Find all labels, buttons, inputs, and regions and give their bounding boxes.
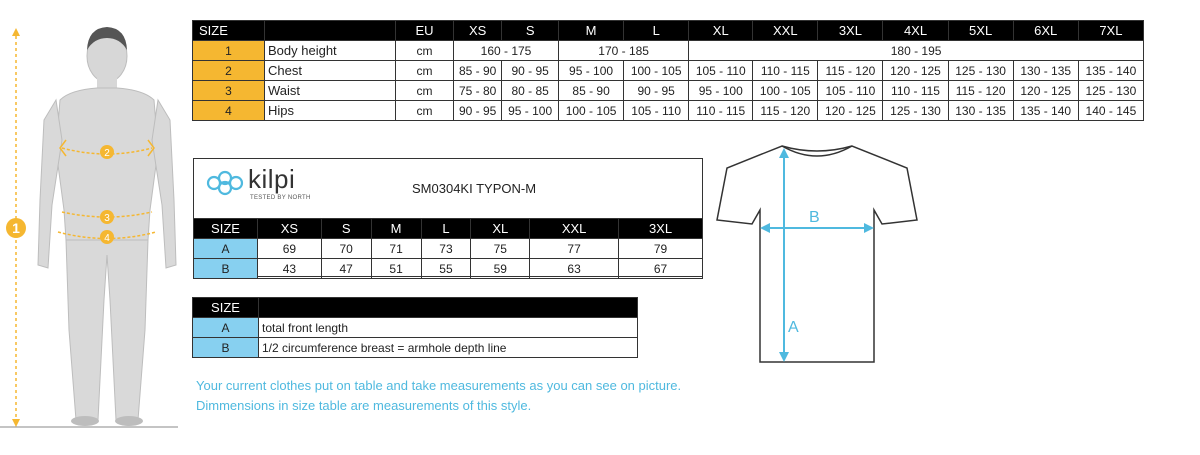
table-cell: 105 - 110 <box>624 101 689 121</box>
row-unit: cm <box>396 101 454 121</box>
product-table-header <box>194 219 703 239</box>
header-size: SIZE <box>193 21 265 41</box>
table-cell: 110 - 115 <box>883 81 948 101</box>
table-cell: 140 - 145 <box>1078 101 1143 121</box>
table-row <box>194 259 703 279</box>
table-cell: 135 - 140 <box>1078 61 1143 81</box>
table-cell: 130 - 135 <box>1013 61 1078 81</box>
header-xs: XS <box>454 21 502 41</box>
table-cell: 125 - 130 <box>948 61 1013 81</box>
tshirt-label-b: B <box>809 209 820 226</box>
header-xxl: XXL <box>530 219 619 239</box>
header-xs: XS <box>258 219 322 239</box>
row-label: Waist <box>265 81 396 101</box>
body-measurement-figure <box>0 18 185 438</box>
header-4xl: 4XL <box>883 21 948 41</box>
header-6xl: 6XL <box>1013 21 1078 41</box>
header-size: SIZE <box>194 219 258 239</box>
brand-name: kilpi <box>248 164 296 194</box>
row-index: 1 <box>193 41 265 61</box>
body-size-table <box>192 20 1144 121</box>
row-unit: cm <box>396 61 454 81</box>
marker-2-label: 2 <box>104 148 110 159</box>
table-cell: 115 - 120 <box>818 61 883 81</box>
table-cell: 115 - 120 <box>948 81 1013 101</box>
table-cell: 59 <box>471 259 530 279</box>
instruction-note: Your current clothes put on table and take measurements as you can see on picture. <box>196 378 682 393</box>
table-cell: 77 <box>530 239 619 259</box>
table-cell: 55 <box>421 259 471 279</box>
table-cell: 75 - 80 <box>454 81 502 101</box>
product-code-title: SM0304KI TYPON-M <box>412 181 537 196</box>
table-cell: 125 - 130 <box>883 101 948 121</box>
table-cell: 105 - 110 <box>818 81 883 101</box>
marker-1 <box>6 218 26 238</box>
header-l: L <box>421 219 471 239</box>
row-label: B <box>194 259 258 279</box>
table-row <box>193 101 1144 121</box>
table-row <box>194 239 703 259</box>
header-l: L <box>624 21 689 41</box>
table-cell: 100 - 105 <box>559 101 624 121</box>
table-row <box>193 61 1144 81</box>
header-blank <box>259 298 638 318</box>
table-cell: 69 <box>258 239 322 259</box>
table-cell: 79 <box>619 239 703 259</box>
header-s: S <box>321 219 371 239</box>
table-cell: 51 <box>371 259 421 279</box>
table-row <box>193 41 1144 61</box>
table-cell: 120 - 125 <box>883 61 948 81</box>
header-xxl: XXL <box>753 21 818 41</box>
row-label: Body height <box>265 41 396 61</box>
table-cell: 95 - 100 <box>502 101 559 121</box>
header-m: M <box>559 21 624 41</box>
row-index: 3 <box>193 81 265 101</box>
size-table-header <box>193 21 1144 41</box>
table-cell: 100 - 105 <box>624 61 689 81</box>
table-cell: 67 <box>619 259 703 279</box>
table-cell: 110 - 115 <box>753 61 818 81</box>
table-row <box>193 81 1144 101</box>
row-index: 4 <box>193 101 265 121</box>
table-cell: 85 - 90 <box>559 81 624 101</box>
header-xl: XL <box>689 21 753 41</box>
header-5xl: 5XL <box>948 21 1013 41</box>
header-3xl: 3XL <box>619 219 703 239</box>
table-cell: 160 - 175 <box>454 41 559 61</box>
dimension-note: Dimmensions in size table are measurements of this style. <box>196 398 532 413</box>
table-cell: 90 - 95 <box>502 61 559 81</box>
table-cell: 170 - 185 <box>559 41 689 61</box>
row-label: Hips <box>265 101 396 121</box>
header-m: M <box>371 219 421 239</box>
brand-tagline: TESTED BY NORTH <box>250 195 311 201</box>
measurement-legend-table <box>192 297 638 358</box>
marker-1-label: 1 <box>12 220 20 236</box>
table-cell: 90 - 95 <box>454 101 502 121</box>
row-unit: cm <box>396 81 454 101</box>
table-cell: 100 - 105 <box>753 81 818 101</box>
table-cell: 135 - 140 <box>1013 101 1078 121</box>
header-label <box>265 21 396 41</box>
header-s: S <box>502 21 559 41</box>
table-cell: 105 - 110 <box>689 61 753 81</box>
header-eu: EU <box>396 21 454 41</box>
table-cell: 71 <box>371 239 421 259</box>
table-cell: 73 <box>421 239 471 259</box>
table-cell: 43 <box>258 259 322 279</box>
header-3xl: 3XL <box>818 21 883 41</box>
row-index: 2 <box>193 61 265 81</box>
table-cell: 125 - 130 <box>1078 81 1143 101</box>
legend-header <box>193 298 638 318</box>
marker-2 <box>100 145 114 159</box>
table-cell: 63 <box>530 259 619 279</box>
table-cell: 180 - 195 <box>689 41 1144 61</box>
table-cell: 115 - 120 <box>753 101 818 121</box>
table-cell: 130 - 135 <box>948 101 1013 121</box>
table-cell: 70 <box>321 239 371 259</box>
header-7xl: 7XL <box>1078 21 1143 41</box>
marker-3 <box>100 210 114 224</box>
table-cell: 95 - 100 <box>689 81 753 101</box>
table-row <box>193 318 638 338</box>
table-cell: 110 - 115 <box>689 101 753 121</box>
marker-4-label: 4 <box>104 233 110 244</box>
table-row <box>193 338 638 358</box>
table-cell: 80 - 85 <box>502 81 559 101</box>
row-unit: cm <box>396 41 454 61</box>
table-cell: 47 <box>321 259 371 279</box>
table-cell: 85 - 90 <box>454 61 502 81</box>
row-label: A <box>193 318 259 338</box>
row-label: A <box>194 239 258 259</box>
row-description: total front length <box>259 318 638 338</box>
row-label: Chest <box>265 61 396 81</box>
marker-3-label: 3 <box>104 213 110 224</box>
table-cell: 95 - 100 <box>559 61 624 81</box>
product-size-table <box>193 218 703 279</box>
table-cell: 90 - 95 <box>624 81 689 101</box>
marker-4 <box>100 230 114 244</box>
table-cell: 120 - 125 <box>1013 81 1078 101</box>
tshirt-label-a: A <box>788 319 799 336</box>
row-label: B <box>193 338 259 358</box>
row-description: 1/2 circumference breast = armhole depth line <box>259 338 638 358</box>
kilpi-logo-icon <box>205 169 245 197</box>
header-size: SIZE <box>193 298 259 318</box>
tshirt-diagram <box>712 140 922 365</box>
header-xl: XL <box>471 219 530 239</box>
table-cell: 120 - 125 <box>818 101 883 121</box>
table-cell: 75 <box>471 239 530 259</box>
